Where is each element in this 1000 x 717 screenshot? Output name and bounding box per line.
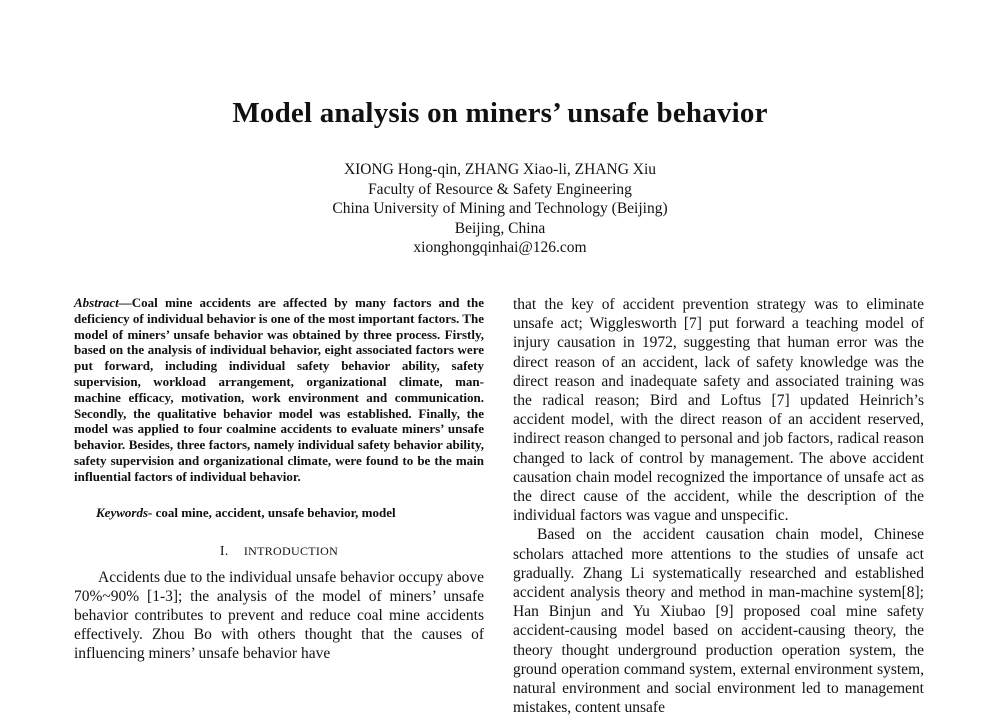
author-university: China University of Mining and Technology (Beijing) [332, 200, 668, 218]
author-email[interactable]: xionghongqinhai@126.com [413, 239, 587, 257]
keywords-text: coal mine, accident, unsafe behavior, model [152, 504, 396, 520]
author-block [0, 160, 1000, 258]
section-heading-introduction [74, 544, 484, 560]
author-city: Beijing, China [454, 219, 546, 237]
right-paragraph-2: Based on the accident causation chain model, Chinese scholars attached more attentions to the studies of unsafe act gradually. Zhang Li systematically researched and established accident analysis theory and method in man-machine system[8]; Han Binjun and Yu Xiubao [9] proposed coal mine safety accident-causing model based on accident-causing theory, the theory thought underground production operation system, the ground operation command system, external environment system, natural environment and social environment led to management mistakes, content unsafe [513, 526, 924, 717]
left-column [74, 295, 484, 664]
author-names: XIONG Hong-qin, ZHANG Xiao-li, ZHANG Xiu [343, 161, 657, 178]
abstract [74, 295, 484, 485]
author-faculty: Faculty of Resource & Safety Engineering [368, 180, 632, 198]
abstract-label: Abstract— [74, 295, 132, 310]
right-column [513, 295, 924, 717]
intro-paragraph: Accidents due to the individual unsafe behavior occupy above 70%~90% [1-3]; the analysis of the model of miners’ unsafe behavior contributes to prevent and reduce coal mine accidents effectively. Zhou Bo with others thought that the causes of influencing miners’ unsafe behavior have [74, 568, 484, 663]
keywords [74, 505, 484, 521]
section-number: I. [219, 543, 229, 559]
right-paragraph-1: that the key of accident prevention strategy was to eliminate unsafe act; Wigglesworth [7] put forward a teaching model of injury causation in 1972, suggesting that human error was the direct reason of an accident, lack of safety knowledge was the direct reason and inadequate safety and associated training was the radical reason; Bird and Loftus [7] updated Heinrich’s accident model, with the direct reason of an accident reserved, indirect reason changed to personal and job factors, radical reason changed to lack of control by management. The above accident causation chain model recognized the importance of unsafe act as the direct cause of the accident, while the description of the individual factors was vague and unspecific. [513, 296, 924, 525]
section-title: INTRODUCTION [243, 543, 339, 558]
paper-title: Model analysis on miners’ unsafe behavior [232, 97, 768, 129]
abstract-text: Coal mine accidents are affected by many factors and the deficiency of individual behavior is one of the most important factors. The model of miners’ unsafe behavior was obtained by three process. Firstly, based on the analysis of individual behavior, eight associated factors were put forward, including individual safety behavior ability, safety supervision, workload arrangement, organizational climate, man-machine efficacy, motivation, work environment and communication. Secondly, the qualitative behavior model was established. Finally, the model was applied to four coalmine accidents to evaluate miners’ unsafe behavior. Besides, three factors, namely individual safety behavior ability, safety supervision and organizational climate, were found to be the main influential factors of individual behavior. [74, 295, 484, 484]
keywords-label: Keywords- [96, 504, 153, 520]
